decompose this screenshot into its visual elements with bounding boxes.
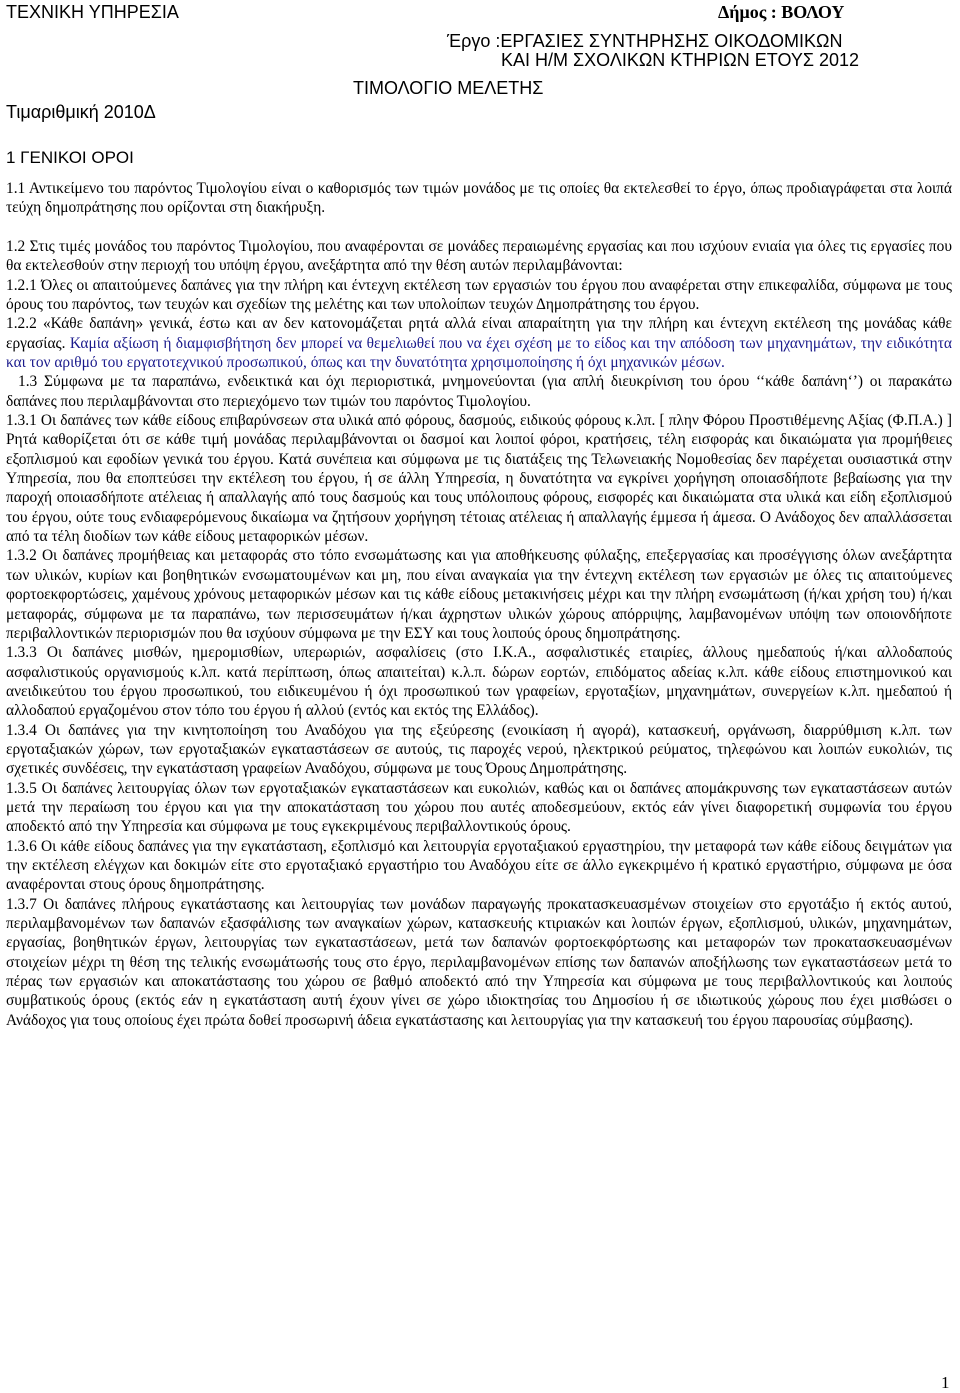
paragraph-1-2-2-part-b: Καμία αξίωση ή διαμφισβήτηση δεν μπορεί να θεμελιωθεί που να έχει σχέση με το είδος και την απόδοση των μηχανημάτων, την ειδικότητα και τον αριθμό του εργατοτεχνικού προσωπικού, όπως και την δυνατότητα χρησιμοποίησης ή όχι μηχανικών μέσων.: [6, 334, 952, 372]
section-heading: 1 ΓΕΝΙΚΟΙ ΟΡΟΙ: [6, 148, 134, 167]
project-title-line-2: ΚΑΙ Η/Μ ΣΧΟΛΙΚΩΝ ΚΤΗΡΙΩΝ ΕΤΟΥΣ 2012: [501, 50, 860, 70]
paragraph-1-2: 1.2 Στις τιμές μονάδος του παρόντος Τιμολογίου, που αναφέρονται σε μονάδες περαιωμένης εργασίας και που ισχύουν ενιαία για όλες τις εργασίες που θα εκτελεσθούν στην περιοχή του υπόψη έργου, ανεξάρτητα από την θέση αυτών περιλαμβάνονται:: [6, 237, 952, 275]
paragraph-1-3-1: 1.3.1 Οι δαπάνες των κάθε είδους επιβαρύνσεων στα υλικά από φόρους, δασμούς, ειδικούς φόρους κ.λπ. [ πλην Φόρου Προστιθέμενης Αξίας (Φ.Π.Α.) ] Ρητά καθορίζεται ότι σε κάθε τιμή μονάδας περιλαμβάνονται οι δασμοί και λοιποί φόροι, κρατήσεις, τέλη εισφοράς και δικαιώματα για προμήθειες εξοπλισμού και εφοδίων γενικά του έργου. Κατά συνέπεια και σύμφωνα με τις διατάξεις της Τελωνειακής Νομοθεσίας δεν παρέχεται ουσιαστικά στην Υπηρεσία, που θα εποπτεύσει την εκτέλεση του έργου, ή σε άλλη Υπηρεσία, η δυνατότητα να εγκρίνει χορήγηση οποιασδήποτε βεβαίωσης για την παροχή οποιασδήποτε ατέλειας ή απαλλαγής από τους δασμούς και τους υπόλοιπους φόρους, εισφορές και δικαιώματα στα υλικά και είδη εξοπλισμού του έργου, ούτε τους ενδιαφερόμενους δικαίωμα να ζητήσουν χορήγηση τέτοιας ατέλειας ή απαλλαγής έμμεσα ή άμεσα. Ο Ανάδοχος δεν απαλλάσσεται από τα τέλη διοδίων των κάθε είδους μεταφορικών μέσων.: [6, 412, 952, 546]
paragraph-1-1: 1.1 Αντικείμενο του παρόντος Τιμολογίου είναι ο καθορισμός των τιμών μονάδος με τις οποίες θα εκτελεσθεί το έργο, όπως προδιαγράφεται στα λοιπά τεύχη δημοπράτησης που ορίζονται στη διακήρυξη.: [6, 180, 952, 217]
paragraph-1-3-6: 1.3.6 Οι κάθε είδους δαπάνες για την εγκατάσταση, εξοπλισμό και λειτουργία εργοταξιακού εργαστηρίου, την μεταφορά των κάθε είδους δειγμάτων για την εκτέλεση ελέγχων και δοκιμών είτε στο εργοταξιακό εργαστήριο του Αναδόχου είτε σε άλλο εγκεκριμένο ή κρατικό εργαστήριο, σύμφωνα με όσα αναφέρονται στους όρους δημοπράτησης.: [6, 837, 952, 894]
page-number: 1: [941, 1373, 950, 1392]
paragraph-1-2-1: 1.2.1 Όλες οι απαιτούμενες δαπάνες για την πλήρη και έντεχνη εκτέλεση των εργασιών του έργου που αναφέρεται στην επικεφαλίδα, σύμφωνα με τους όρους του παρόντος, των τευχών και σχεδίων της μελέτης και των υπολοίπων τευχών Δημοπράτησης του έργου.: [6, 276, 952, 314]
paragraph-1-3-5: 1.3.5 Οι δαπάνες λειτουργίας όλων των εργοταξιακών εγκαταστάσεων και ευκολιών, καθώς και οι δαπάνες απομάκρυνσης των εγκαταστάσεων αυτών μετά την περαίωση του έργου και για την αποκατάσταση του χώρου που αυτές αποδεσμεύουν, εκτός εάν γίνει διαφορετική συμφωνία του έργου αποδεκτό από την Υπηρεσία και σύμφωνα με τους εγκεκριμένους περιβαλλοντικούς όρους.: [6, 779, 952, 836]
department-title: ΤΕΧΝΙΚΗ ΥΠΗΡΕΣΙΑ: [6, 2, 179, 22]
paragraph-1-3-2: 1.3.2 Οι δαπάνες προμήθειας και μεταφοράς στο τόπο ενσωμάτωσης και για αποθήκευσης φύλαξης, επεξεργασίας και προσέγγισης όλων ανεξάρτητα των υλικών, κυρίων και βοηθητικών ενσωματουμένων και μη, που είναι αναγκαία για την έντεχνη εκτέλεση των εργασιών με όλες τις απαιτούμενες φορτοεκφορτώσεις, χαμένους χρόνους μεταφορικών μέσων και τις κάθε είδους μετακινήσεις μέχρι και την πλήρη ενσωμάτωση (ή/και χρήση του) ή/και μεταφοράς, σύμφωνα με τα παραπάνω, των περισσευμάτων ή/και άχρηστων υλικών χώρους απόρριψης, λαμβανομένων υπόψη των οποιονδήποτε περιβαλλοντικών περιορισμών που θα ισχύουν σύμφωνα με την ΕΣΥ και τους λοιπούς όρους δημοπράτησης.: [6, 547, 952, 642]
document-title: ΤΙΜΟΛΟΓΙΟ ΜΕΛΕΤΗΣ: [353, 78, 544, 98]
paragraph-1-3-3: 1.3.3 Οι δαπάνες μισθών, ημερομισθίων, υπερωριών, ασφαλίσεις (στο Ι.Κ.Α., ασφαλιστικές εταιρίες, άλλους ημεδαπούς ή/και αλλοδαπούς ασφαλιστικούς οργανισμούς κ.λπ. κατά περίπτωση, όπως απαιτείται) κ.λ.π. δώρων εορτών, επιδόματος αδείας κ.λπ. κάθε είδους επιστημονικού και ανειδικεύτου του έργου προσωπικού, του ειδικευμένου ή όχι προσωπικού των γραφείων, εργοταξίων, μηχανημάτων, συνεργείων κ.λπ. ημεδαπού ή αλλοδαπού εργαζομένου στον τόπο του έργου ή αλλού (εντός και εκτός της Ελλάδος).: [6, 644, 952, 720]
project-title-line-1: Έργο :ΕΡΓΑΣΙΕΣ ΣΥΝΤΗΡΗΣΗΣ ΟΙΚΟΔΟΜΙΚΩΝ: [447, 31, 843, 51]
municipality-title: Δήμος : ΒΟΛΟΥ: [718, 2, 845, 22]
paragraph-1-2-2: [6, 314, 952, 372]
paragraph-1-3-7: 1.3.7 Οι δαπάνες πλήρους εγκατάστασης και λειτουργίας των μονάδων παραγωγής προκατασκευασμένων στοιχείων στο εργοτάξιο ή εκτός αυτού, περιλαμβανομένων των δαπανών εξασφάλισης των αναγκαίων χώρων, κατασκευής κτιριακών και λοιπών έργων, εξοπλισμού, υλικών, μηχανημάτων, εργασίας, βοηθητικών έργων, λειτουργίας των εγκαταστάσεων, μετά των δαπανών φορτοεκφόρτωσης και μεταφορών των προκατασκευασμένων στοιχείων μέχρι τη θέση της τελικής ενσωμάτωσής τους στο έργο, περιλαμβανομένων επίσης των δαπανών αποξήλωσης των εγκαταστάσεων μετά το πέρας των εργασιών και αποκατάστασης του χώρου σε βαθμό αποδεκτό από την Υπηρεσία και σύμφωνα με τους περιβαλλοντικούς και λοιπούς συμβατικούς όρους (εκτός εάν η εγκατάσταση αυτή έχουν γίνει σε χώρο ιδιοκτησίας του Δημοσίου ή σε ιδιωτικούς χώρους που έχει μισθώσει ο Ανάδοχος για τους οποίους έχει πρώτα δοθεί προσωρινή άδεια εγκατάστασης και λειτουργίας για την κατασκευή του έργου παρουσίας σύμβασης).: [6, 895, 952, 1029]
body-text: [6, 179, 952, 1030]
paragraph-1-3: 1.3 Σύμφωνα με τα παραπάνω, ενδεικτικά και όχι περιοριστικά, μνημονεύονται (για απλή διευκρίνιση του όρου ‘‘κάθε δαπάνη‘’) οι παρακάτω δαπάνες που περιλαμβάνονται στο περιεχόμενο των τιμών του παρόντος Τιμολογίου.: [6, 373, 952, 410]
paragraph-1-2-2-part-a: 1.2.2 «Κάθε δαπάνη» γενικά, έστω και αν δεν κατονομάζεται ρητά αλλά είναι απαραίτητη για την πλήρη και έντεχνη εκτέλεση της μονάδας κάθε εργασίας.: [6, 315, 952, 352]
paragraph-1-3-4: 1.3.4 Οι δαπάνες για την κινητοποίηση του Αναδόχου για της εξεύρεσης (ενοικίαση ή αγορά), κατασκευή, οργάνωση, διαρρύθμιση κ.λπ. των εργοταξιακών χώρων, των εργοταξιακών εγκαταστάσεων σε αυτούς, τις παροχές νερού, ηλεκτρικού ρεύματος, τηλεφώνου και λοιπών ευκολιών, τις σχετικές συνδέσεις, την εγκατάσταση γραφείων Αναδόχου, σύμφωνα με τους Όρους Δημοπράτησης.: [6, 721, 952, 778]
price-index-code: Τιμαριθμική 2010Δ: [6, 102, 156, 122]
